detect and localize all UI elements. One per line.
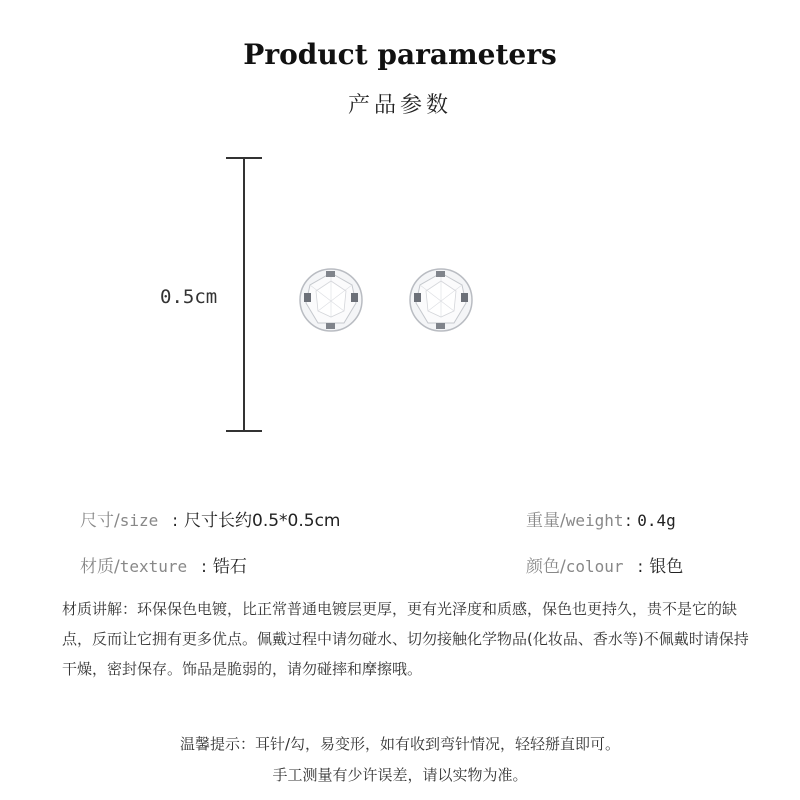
- spec-weight-value: 0.4g: [637, 511, 676, 530]
- measure-line: [243, 158, 245, 431]
- spec-texture: [80, 552, 247, 577]
- measurement-note: 手工测量有少许误差，请以实物为准。: [272, 766, 528, 784]
- spec-colour-label: [526, 557, 624, 577]
- spec-colour: [526, 552, 683, 577]
- spec-texture-value: 锆石: [212, 557, 247, 577]
- page-title: Product parameters: [243, 38, 557, 71]
- spec-size-label: [80, 511, 158, 531]
- measure-cap-bottom: [226, 430, 262, 432]
- spec-weight-label-cn: 重量/: [526, 511, 566, 531]
- spec-size-value: 尺寸长约0.5*0.5cm: [184, 511, 341, 531]
- spec-colour-value: 银色: [649, 557, 684, 577]
- spec-size-label-cn: 尺寸/: [80, 511, 120, 531]
- spec-size-separator: :: [172, 511, 178, 531]
- spec-texture-label-en: texture: [119, 557, 188, 576]
- earring-stud-left-image: [296, 265, 366, 335]
- spec-size-label-en: size: [119, 511, 159, 530]
- spec-colour-label-en: colour: [565, 557, 624, 576]
- spec-texture-label-cn: 材质/: [80, 557, 120, 577]
- earring-stud-right-image: [406, 265, 476, 335]
- spec-size: [80, 506, 340, 531]
- spec-texture-separator: :: [201, 557, 207, 577]
- warm-tip: 温馨提示：耳针/勾，易变形，如有收到弯针情况，轻轻掰直即可。: [179, 735, 621, 753]
- spec-colour-separator: :: [637, 557, 644, 577]
- material-description: 材质讲解：环保保色电镀，比正常普通电镀层更厚，更有光泽度和质感，保色也更持久，贵不是它的缺点，反而让它拥有更多优点。佩戴过程中请勿碰水、切勿接触化学物品(化妆品、香水等)不佩戴时请保持干燥，密封保存。饰品是脆弱的，请勿碰摔和摩擦哦。: [62, 600, 749, 678]
- spec-weight-label: [526, 511, 624, 531]
- spec-weight-label-en: weight: [565, 511, 624, 530]
- measure-label: 0.5cm: [160, 286, 218, 308]
- spec-weight-separator: :: [625, 511, 632, 531]
- spec-colour-label-cn: 颜色/: [526, 557, 566, 577]
- spec-weight: [526, 506, 676, 531]
- page-subtitle: 产品参数: [347, 93, 452, 118]
- spec-texture-label: [80, 557, 187, 577]
